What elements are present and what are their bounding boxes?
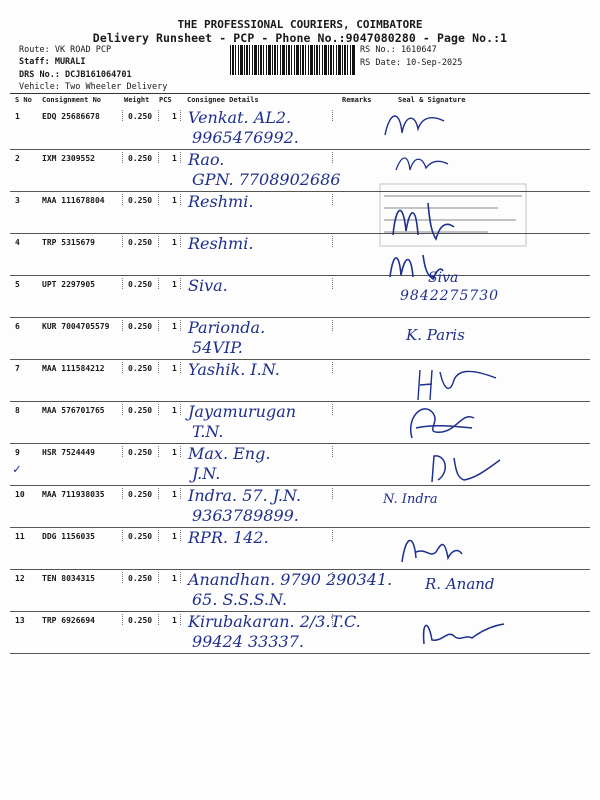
row-consignee-line1: Reshmi. — [188, 192, 254, 211]
row-consignment-no: TRP 6926694 — [42, 616, 95, 625]
column-divider — [332, 320, 333, 331]
signature-row-2 — [392, 150, 452, 180]
column-divider — [180, 194, 181, 205]
signature-row-3 — [388, 195, 458, 245]
row-consignment-no: TEN 8034315 — [42, 574, 95, 583]
row-sno: 8 — [15, 406, 20, 415]
row-sno: 3 — [15, 196, 20, 205]
row-consignment-no: MAA 711938035 — [42, 490, 105, 499]
signature-row-1 — [380, 105, 450, 145]
column-divider — [122, 572, 123, 583]
column-divider — [122, 278, 123, 289]
col-consignment: Consignment No — [42, 96, 102, 104]
signature-row-13 — [418, 612, 508, 652]
row-pcs: 1 — [172, 406, 177, 415]
column-divider — [180, 488, 181, 499]
row-pcs: 1 — [172, 238, 177, 247]
table-row — [10, 402, 590, 444]
column-divider — [158, 236, 159, 247]
table-row — [10, 360, 590, 402]
row-sno: 2 — [15, 154, 20, 163]
rs-date: RS Date: 10-Sep-2025 — [360, 58, 463, 68]
col-remarks: Remarks — [342, 96, 372, 104]
column-divider — [122, 404, 123, 415]
signature-row-11 — [396, 528, 466, 568]
table-row — [10, 570, 590, 612]
column-divider — [332, 572, 333, 583]
column-divider — [158, 194, 159, 205]
row-weight: 0.250 — [128, 322, 153, 331]
staff-label: Staff: MURALI — [19, 57, 86, 67]
col-seal-signature: Seal & Signature — [398, 96, 466, 104]
row-sno: 11 — [15, 532, 25, 541]
row-weight: 0.250 — [128, 532, 153, 541]
table-top-border — [10, 93, 590, 94]
col-weight: Weight — [124, 96, 150, 104]
row-consignee-line2: 99424 33337. — [192, 632, 304, 651]
row-sno: 10 — [15, 490, 25, 499]
row-consignment-no: EDQ 25686678 — [42, 112, 100, 121]
row-sno: 5 — [15, 280, 20, 289]
table-row — [10, 108, 590, 150]
column-divider — [158, 404, 159, 415]
signature-row-10: N. Indra — [383, 492, 438, 507]
column-divider — [122, 614, 123, 625]
row-pcs: 1 — [172, 490, 177, 499]
row-pcs: 1 — [172, 364, 177, 373]
row-consignee-line2: 65. S.S.S.N. — [192, 590, 288, 609]
column-divider — [332, 488, 333, 499]
row-consignee-line2: T.N. — [192, 422, 224, 441]
column-divider — [122, 320, 123, 331]
column-divider — [180, 362, 181, 373]
row-pcs: 1 — [172, 574, 177, 583]
row-consignee-line1: Rao. — [188, 150, 225, 169]
row-consignee-line1: Anandhan. 9790 290341. — [188, 570, 393, 589]
row-weight: 0.250 — [128, 112, 153, 121]
company-title: THE PROFESSIONAL COURIERS, COIMBATORE — [177, 18, 423, 31]
column-divider — [332, 404, 333, 415]
column-divider — [122, 488, 123, 499]
column-divider — [158, 530, 159, 541]
row-pcs: 1 — [172, 154, 177, 163]
signature-row-8 — [402, 398, 482, 448]
row-weight: 0.250 — [128, 154, 153, 163]
route-label: Route: VK ROAD PCP — [19, 45, 112, 55]
row-consignee-line2: 54VIP. — [192, 338, 243, 357]
row-pcs: 1 — [172, 196, 177, 205]
row-weight: 0.250 — [128, 616, 153, 625]
row-sno: 1 — [15, 112, 20, 121]
column-divider — [158, 614, 159, 625]
row-weight: 0.250 — [128, 574, 153, 583]
row-weight: 0.250 — [128, 280, 153, 289]
row-pcs: 1 — [172, 448, 177, 457]
signature-row-12: R. Anand — [425, 575, 495, 593]
row-pcs: 1 — [172, 616, 177, 625]
row-sno: 4 — [15, 238, 20, 247]
row-sno: 9 — [15, 448, 20, 457]
row-sno: 6 — [15, 322, 20, 331]
row-pcs: 1 — [172, 280, 177, 289]
column-divider — [332, 152, 333, 163]
column-divider — [180, 110, 181, 121]
column-divider — [180, 236, 181, 247]
row-weight: 0.250 — [128, 364, 153, 373]
column-divider — [158, 446, 159, 457]
runsheet-subtitle: Delivery Runsheet - PCP - Phone No.:9047080280 - Page No.:1 — [92, 31, 508, 45]
column-divider — [332, 110, 333, 121]
column-divider — [158, 572, 159, 583]
column-divider — [180, 320, 181, 331]
row-sno: 12 — [15, 574, 25, 583]
row-sno: 13 — [15, 616, 25, 625]
row-consignee-line1: Max. Eng. — [188, 444, 271, 463]
row-weight: 0.250 — [128, 238, 153, 247]
col-pcs: PCS — [159, 96, 172, 104]
column-divider — [180, 404, 181, 415]
row-consignee-line1: Venkat. AL2. — [188, 108, 292, 127]
row-consignment-no: UPT 2297905 — [42, 280, 95, 289]
column-divider — [332, 614, 333, 625]
row-consignment-no: MAA 111584212 — [42, 364, 105, 373]
column-divider — [158, 362, 159, 373]
column-divider — [180, 152, 181, 163]
col-consignee: Consignee Details — [187, 96, 259, 104]
column-divider — [158, 278, 159, 289]
row-consignee-line1: Siva. — [188, 276, 228, 295]
column-divider — [180, 446, 181, 457]
row-consignee-line2: 9965476992. — [192, 128, 299, 147]
row-consignee-line1: Kirubakaran. 2/3.T.C. — [188, 612, 361, 631]
row-pcs: 1 — [172, 322, 177, 331]
table-row — [10, 486, 590, 528]
row-consignment-no: TRP 5315679 — [42, 238, 95, 247]
vehicle-label: Vehicle: Two Wheeler Delivery — [19, 82, 168, 92]
rs-number: RS No.: 1610647 — [360, 45, 437, 55]
column-divider — [122, 152, 123, 163]
row-consignment-no: MAA 111678804 — [42, 196, 105, 205]
column-divider — [180, 614, 181, 625]
column-divider — [122, 110, 123, 121]
row-consignee-line1: Reshmi. — [188, 234, 254, 253]
column-divider — [122, 362, 123, 373]
column-divider — [158, 110, 159, 121]
drs-number: DRS No.: DCJB161064701 — [19, 70, 132, 80]
row-consignment-no: KUR 7004705579 — [42, 322, 110, 331]
row-consignee-line1: Jayamurugan — [188, 402, 297, 421]
barcode-image — [230, 45, 356, 75]
row-consignee-line1: Indra. 57. J.N. — [188, 486, 302, 505]
signature-row-6: K. Paris — [406, 326, 465, 344]
row-weight: 0.250 — [128, 490, 153, 499]
row-consignment-no: DDG 1156035 — [42, 532, 95, 541]
signature-row-9 — [426, 448, 506, 488]
row-consignment-no: HSR 7524449 — [42, 448, 95, 457]
column-divider — [180, 530, 181, 541]
column-divider — [158, 488, 159, 499]
row-consignee-line1: Yashik. I.N. — [188, 360, 280, 379]
column-divider — [122, 446, 123, 457]
column-divider — [180, 572, 181, 583]
row-consignee-line2: GPN. 7708902686 — [192, 170, 341, 189]
row-weight: 0.250 — [128, 196, 153, 205]
row-consignee-line2: 9363789899. — [192, 506, 299, 525]
signature-row-5-phone: 9842275730 — [400, 288, 500, 304]
column-divider — [332, 446, 333, 457]
row-pcs: 1 — [172, 112, 177, 121]
row-consignee-line2: J.N. — [192, 464, 221, 483]
row-weight: 0.250 — [128, 448, 153, 457]
row-consignment-no: MAA 576701765 — [42, 406, 105, 415]
column-divider — [332, 194, 333, 205]
column-divider — [180, 278, 181, 289]
column-divider — [158, 320, 159, 331]
row-consignment-no: IXM 2309552 — [42, 154, 95, 163]
table-row — [10, 276, 590, 318]
row-sno: 7 — [15, 364, 20, 373]
checkmark-icon: ✓ — [13, 462, 21, 477]
column-divider — [332, 278, 333, 289]
signature-row-5-name: Siva — [428, 270, 459, 286]
row-consignee-line1: RPR. 142. — [188, 528, 269, 547]
row-consignee-line1: Pariondа. — [188, 318, 266, 337]
column-divider — [332, 236, 333, 247]
col-sno: S No — [15, 96, 32, 104]
table-row — [10, 318, 590, 360]
column-divider — [332, 362, 333, 373]
row-pcs: 1 — [172, 532, 177, 541]
column-divider — [122, 236, 123, 247]
row-weight: 0.250 — [128, 406, 153, 415]
column-divider — [332, 530, 333, 541]
column-divider — [122, 530, 123, 541]
column-divider — [122, 194, 123, 205]
column-divider — [158, 152, 159, 163]
table-row — [10, 528, 590, 570]
